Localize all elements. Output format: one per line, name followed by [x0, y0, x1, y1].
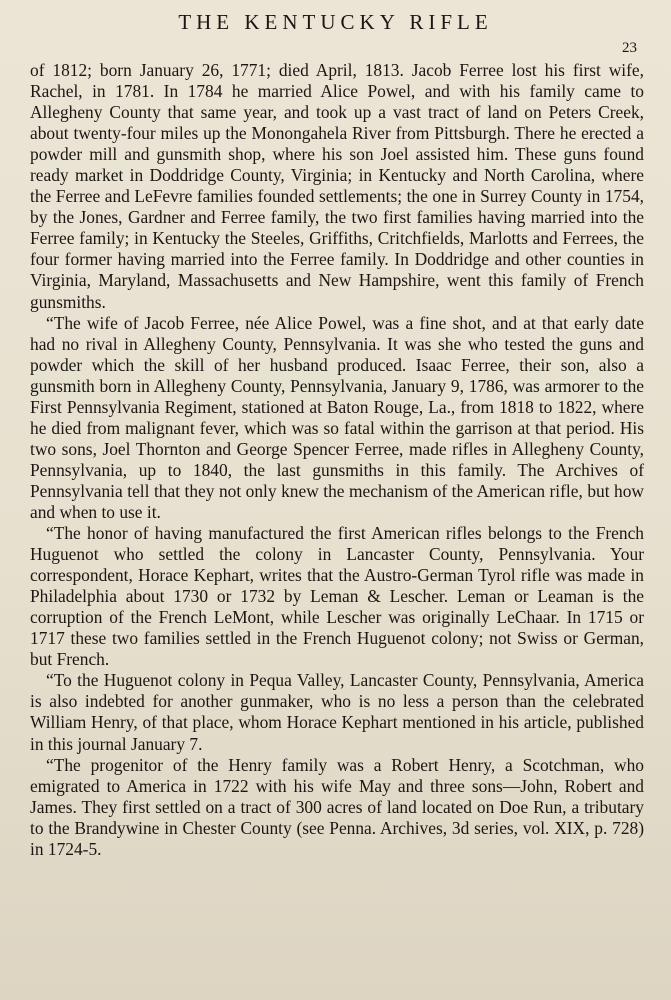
paragraph-continued: of 1812; born January 26, 1771; died April, 1813. Jacob Ferree lost his first wife, Rachel, in 1781. In 1784 he married Alice Powel, and with his family came to Allegheny County that same year, and took up a vast tract of land on Peters Creek, about twenty-four miles up the Monongahela River from Pittsburgh. There he erected a powder mill and gunsmith shop, where his son Joel assisted him. These guns found ready market in Doddridge County, Virginia; in Kentucky and North Carolina, where the Ferree and LeFevre families founded settlements; the one in Surrey County in 1754, by the Jones, Gardner and Ferree family, the two first families having married into the Ferree family; in Kentucky the Steeles, Griffiths, Critchfields, Marlotts and Ferrees, the four former having married into the Ferree family. In Doddridge and other counties in Virginia, Maryland, Massachusetts and New Hampshire, went this family of French gunsmiths. — [30, 60, 644, 312]
paragraph: “The wife of Jacob Ferree, née Alice Powel, was a fine shot, and at that early date had no rival in Allegheny County, Pennsylvania. It was she who tested the guns and powder which the skill of her husband produced. Isaac Ferree, their son, also a gunsmith born in Allegheny County, Pennsylvania, January 9, 1786, was armorer to the First Pennsylvania Regiment, stationed at Baton Rouge, La., from 1818 to 1822, where he died from malignant fever, which was so fatal within the garrison at that period. His two sons, Joel Thornton and George Spencer Ferree, made rifles in Allegheny County, Pennsylvania, up to 1840, the last gunsmiths in this family. The Archives of Pennsylvania tell that they not only knew the mechanism of the American rifle, but how and when to use it. — [30, 312, 644, 522]
page-number: 23 — [622, 40, 637, 56]
paragraph: “The honor of having manufactured the first American rifles belongs to the French Huguenot who settled the colony in Lancaster County, Pennsylvania. Your correspondent, Horace Kephart, writes that the Austro-German Tyrol rifle was made in Philadelphia about 1730 or 1732 by Leman & Lescher. Leman or Leaman is the corruption of the French LeMont, while Lescher was originally LeChaar. In 1715 or 1717 these two families settled in the French Huguenot colony; not Swiss or German, but French. — [30, 523, 644, 670]
paragraph: “The progenitor of the Henry family was a Robert Henry, a Scotchman, who emigrated to America in 1722 with his wife May and three sons—John, Robert and James. They first settled on a tract of 300 acres of land located on Doe Run, a tributary to the Brandywine in Chester County (see Penna. Archives, 3d series, vol. XIX, p. 728) in 1724-5. — [30, 754, 644, 859]
running-head-title: THE KENTUCKY RIFLE — [178, 10, 493, 34]
body-text — [30, 60, 644, 860]
paragraph: “To the Huguenot colony in Pequa Valley, Lancaster County, Pennsylvania, America is also indebted for another gunmaker, who is no less a person than the celebrated William Henry, of that place, whom Horace Kephart mentioned in his article, published in this journal January 7. — [30, 670, 644, 754]
